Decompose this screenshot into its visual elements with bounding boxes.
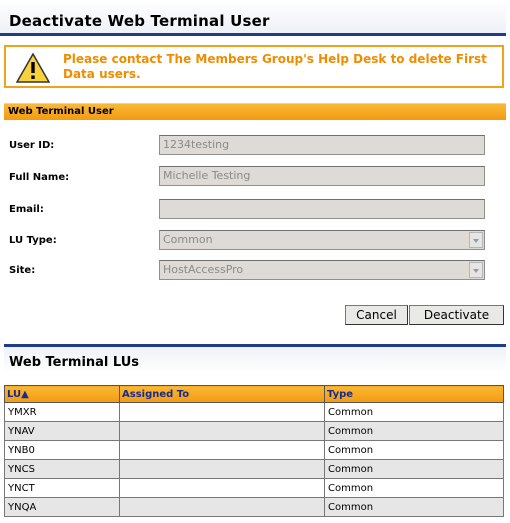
- page-header: [0, 0, 506, 36]
- warning-box: [4, 45, 504, 88]
- assigned-to-cell: [120, 441, 325, 460]
- assigned-to-cell: [120, 460, 325, 479]
- page-title: Deactivate Web Terminal User: [9, 12, 270, 30]
- type-cell: Common: [325, 403, 504, 422]
- column-header-assigned-to[interactable]: Assigned To: [120, 386, 325, 403]
- assigned-to-cell: [120, 479, 325, 498]
- section-title: Web Terminal User: [8, 106, 114, 117]
- lu-type-label: LU Type:: [9, 235, 57, 246]
- lu-cell: YNQA: [5, 498, 120, 517]
- email-label: Email:: [9, 204, 44, 215]
- table-row[interactable]: [5, 460, 504, 479]
- lu-cell: YNCT: [5, 479, 120, 498]
- type-cell: Common: [325, 479, 504, 498]
- chevron-down-icon[interactable]: [469, 232, 483, 248]
- lu-cell: YNB0: [5, 441, 120, 460]
- column-header-lu[interactable]: LU▲: [5, 386, 120, 403]
- assigned-to-cell: [120, 403, 325, 422]
- lu-cell: YMXR: [5, 403, 120, 422]
- full-name-field[interactable]: Michelle Testing: [159, 166, 485, 186]
- full-name-label: Full Name:: [9, 172, 70, 183]
- lu-type-value: Common: [163, 233, 213, 246]
- deactivate-button[interactable]: Deactivate: [409, 305, 504, 325]
- table-row[interactable]: [5, 422, 504, 441]
- column-header-type[interactable]: Type: [325, 386, 504, 403]
- section-header: [4, 103, 506, 120]
- table-row[interactable]: [5, 479, 504, 498]
- lus-title: Web Terminal LUs: [9, 355, 140, 370]
- type-cell: Common: [325, 498, 504, 517]
- site-select[interactable]: [159, 260, 485, 280]
- cancel-button[interactable]: Cancel: [345, 305, 408, 325]
- site-value: HostAccessPro: [163, 263, 244, 276]
- warning-icon: [16, 53, 50, 83]
- email-field[interactable]: [159, 199, 485, 219]
- type-cell: Common: [325, 422, 504, 441]
- table-row[interactable]: [5, 403, 504, 422]
- table-row[interactable]: [5, 498, 504, 517]
- site-label: Site:: [9, 265, 36, 276]
- assigned-to-cell: [120, 498, 325, 517]
- type-cell: Common: [325, 441, 504, 460]
- warning-message: Please contact The Members Group's Help Desk to delete First Data users.: [63, 52, 487, 81]
- user-id-field[interactable]: 1234testing: [159, 135, 485, 155]
- lu-cell: YNAV: [5, 422, 120, 441]
- user-id-label: User ID:: [9, 140, 55, 151]
- table-row[interactable]: [5, 441, 504, 460]
- type-cell: Common: [325, 460, 504, 479]
- lu-type-select[interactable]: [159, 230, 485, 250]
- assigned-to-cell: [120, 422, 325, 441]
- lus-section-header: [4, 344, 506, 373]
- chevron-down-icon[interactable]: [469, 262, 483, 278]
- lu-cell: YNCS: [5, 460, 120, 479]
- lus-table: [4, 385, 504, 517]
